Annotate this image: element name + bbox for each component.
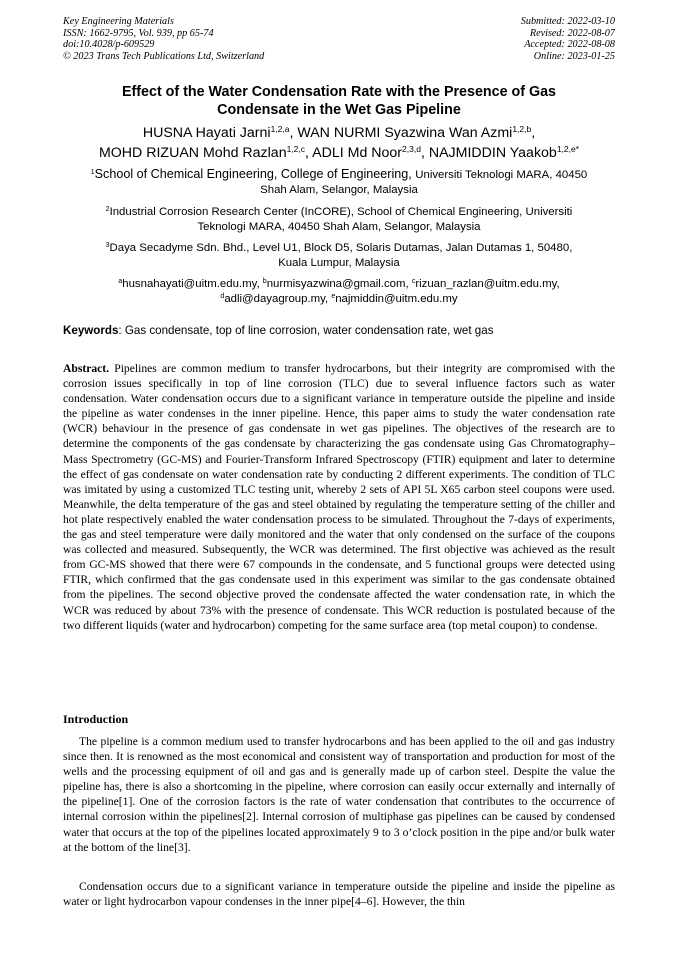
dates-info [521, 16, 615, 62]
intro-paragraph-2: Condensation occurs due to a significant variance in temperature outside the pipeline and inside the pipeline as water or light hydrocarbon vapour condenses in the inner pipe[4–6]. However, the thin [63, 880, 615, 909]
affil-sup: 1 [90, 169, 95, 176]
author-sup: 1,2,b [512, 124, 532, 134]
title-line-1: Effect of the Water Condensation Rate with the Presence of Gas [121, 84, 556, 100]
affil-text: Universiti Teknologi MARA, 40450 [415, 169, 588, 181]
affil-sup: 3 [105, 242, 110, 249]
abstract-text: Pipelines are common medium to transfer hydrocarbons, but their integrity are compromised with the corrosion issues specifically in top of line corrosion (TLC) due to several influence factors such as water condensation. Water condensation occurs due to a significant variance in temperature outside the pipeline and inside the pipeline as water condenses in the inner pipeline. Hence, this paper aims to study the water condensation rate (WCR) behaviour in the presence of gas condensate in wet gas pipelines. The objectives of the research are to determine the components of the gas condensate by characterizing the gas condensate using Gas Chromatography–Mass Spectrometry (GC-MS) and Fourier-Transform Infrared Spectroscopy (FTIR) equipment and later to determine the effect of gas condensate on water condensation rate by conducting 2 different experiments. The condition of TLC was imitated by using a customized TLC testing unit, whereby 2 sets of API 5L X65 carbon steel coupons were used. Meanwhile, the delta temperature of the gas and steel obtained by regulating the temperature setting of the chiller and hot plate respectively enabled the water condensation process to be simulated. Throughout the 7-days of experiments, the gas and steel temperature were daily monitored and the water that only condensed on the surface of the coupons was collected and measured. Subsequently, the WCR was determined. The first objective was achieved as the result from GC-MS showed that there were 67 compounds in the condensate, and 5 functional groups were detected using FTIR, which confirmed that the gas condensate used in this experiment was similar to the gas condensate obtained from the pipelines. The second objective proved the condensate affected the water condensation rate, in which the WCR was reduced by about 73% with the presence of condensate. This WCR reduction is postulated because of the two different liquids (water and hydrocarbon) competing for the same surface area (top metal coupon) to condense. [63, 362, 615, 632]
affiliation-3 [63, 241, 615, 270]
email-link[interactable]: adli@dayagroup.my [224, 292, 325, 305]
affil-text: Daya Secadyme Sdn. Bhd., Level U1, Block D5, Solaris Dutamas, Jalan Dutamas 1, 50480, [109, 242, 573, 254]
affil-text: Shah Alam, Selangor, Malaysia [260, 183, 418, 196]
affil-sup: 2 [105, 206, 110, 213]
keywords-text: : Gas condensate, top of line corrosion, water condensation rate, wet gas [118, 324, 494, 337]
email-sup: a [118, 278, 123, 285]
journal-info [63, 16, 264, 62]
author-name: HUSNA Hayati Jarni [142, 125, 271, 141]
email-link[interactable]: rizuan_razlan@uitm.edu.my [415, 278, 557, 290]
email-sup: b [262, 278, 267, 285]
online-date: Online: 2023-01-25 [533, 50, 615, 62]
affil-text: Industrial Corrosion Research Center (InCORE), School of Chemical Engineering, Universiti [109, 206, 573, 218]
affiliation-1 [63, 167, 615, 197]
email-sup: c [411, 278, 416, 285]
author-emails: $^a$husnahayati@uitm.edu.my, $^b$nurmisyazwina@gmail.com, $^c$rizuan_razlan@uitm.edu.my, $^d$adli@dayagroup.my, $^e$najmiddin@uitm.edu.my [118, 278, 560, 305]
author-name: MOHD RIZUAN Mohd Razlan [98, 144, 287, 161]
paper-title [63, 84, 615, 119]
affiliation-2 [63, 205, 615, 234]
author-sup: 2,3,d [402, 143, 421, 154]
author-name: WAN NURMI Syazwina Wan Azmi [297, 125, 513, 141]
author-name: ADLI Md Noor [312, 144, 403, 161]
keywords [63, 324, 615, 338]
submitted-date: Submitted: 2022-03-10 [520, 16, 615, 27]
accepted-date: Accepted: 2022-08-08 [524, 39, 615, 51]
author-name: NAJMIDDIN Yaakob [428, 144, 557, 161]
email-link[interactable]: nurmisyazwina@gmail.com [266, 278, 406, 290]
authors-line-2: MOHD RIZUAN Mohd Razlan$^{1,2,c}$, ADLI Md Noor$^{2,3,d}$, NAJMIDDIN Yaakob$^{1,2,e*}$ [98, 143, 580, 161]
issn: ISSN: 1662-9795, Vol. 939, pp 65-74 [63, 27, 214, 39]
author-sup: 1,2,c [286, 143, 306, 154]
affil-text: School of Chemical Engineering, College of Engineering, [94, 167, 416, 181]
keywords-label: Keywords [63, 324, 119, 337]
authors-line-1: HUSNA Hayati Jarni$^{1,2,a}$, WAN NURMI Syazwina Wan Azmi$^{1,2,b}$, [142, 124, 536, 141]
author-sup: 1,2,e* [556, 143, 580, 154]
affil-text: Teknologi MARA, 40450 Shah Alam, Selangor, Malaysia [197, 220, 481, 233]
journal-name: Key Engineering Materials [63, 16, 174, 27]
copyright: © 2023 Trans Tech Publications Ltd, Switzerland [63, 50, 265, 62]
section-heading-introduction: Introduction [63, 712, 129, 726]
email-sup: d [220, 292, 225, 300]
affil-text: Kuala Lumpur, Malaysia [278, 256, 400, 269]
doi: doi:10.4028/p-609529 [63, 39, 155, 51]
abstract [63, 361, 615, 633]
revised-date: Revised: 2022-08-07 [529, 27, 615, 39]
abstract-label: Abstract. [63, 362, 110, 375]
intro-paragraph-1: The pipeline is a common medium used to transfer hydrocarbons and has been applied to the oil and gas industry since then. It is renowned as the most economical and consistent way of transportation and production for most of the wells and the processing equipment of oil and gas and is generally made up of carbon steel. Despite the value the pipeline has, there is also a shortcoming in the pipeline, where corrosion can easily occur externally and internally of the pipeline[1]. One of the corrosion factors is the rate of water condensation that contributes to the occurrence of internal corrosion within the pipelines[2]. Internal corrosion of multiphase gas pipelines can be caused by condensed water that occurs at the top of the pipelines located approximately 9 to 3 o’clock position in the pipe and/or bulk water at the bottom of the line[3]. [63, 735, 615, 854]
email-link[interactable]: husnahayati@uitm.edu.my [122, 278, 257, 290]
author-sup: 1,2,a [270, 124, 290, 134]
email-sup: e [331, 292, 336, 300]
author-list [40, 124, 638, 163]
email-link[interactable]: najmiddin@uitm.edu.my [335, 292, 458, 305]
title-line-2: Condensate in the Wet Gas Pipeline [217, 101, 461, 118]
